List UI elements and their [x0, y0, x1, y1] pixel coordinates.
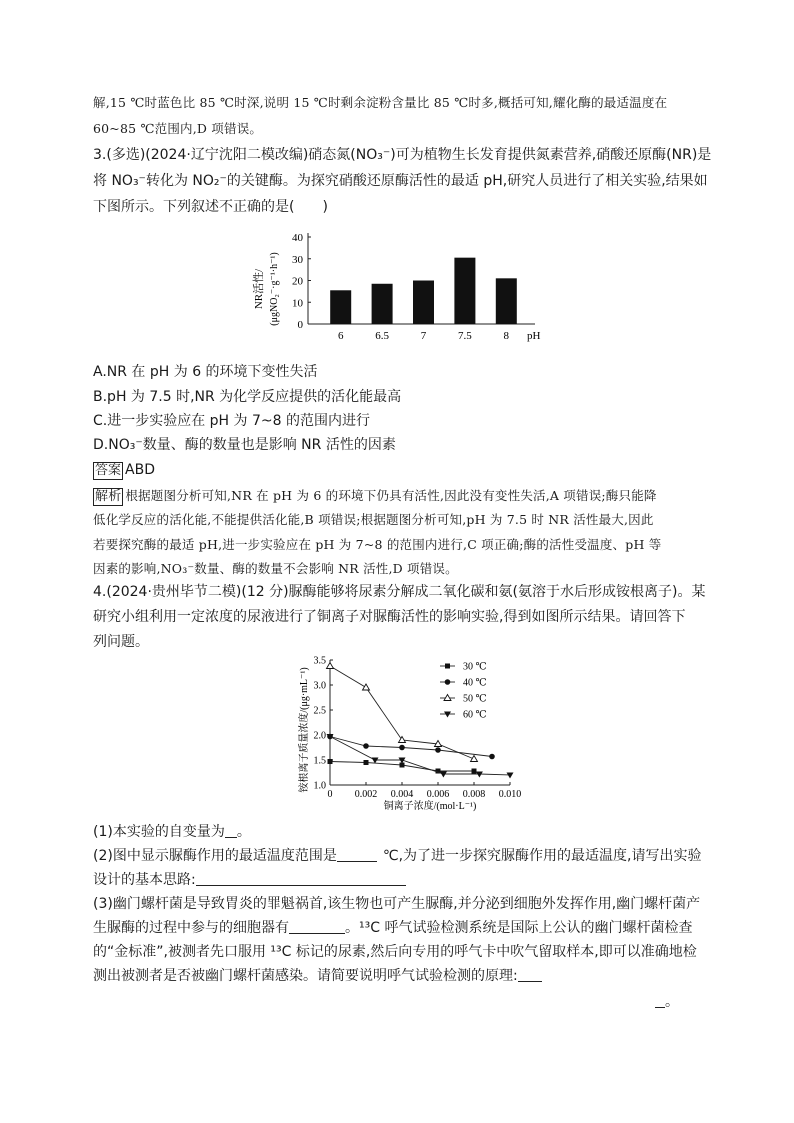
bar-chart-bars — [330, 258, 517, 324]
analysis-text-1: 根据题图分析可知,NR 在 pH 为 6 的环境下仍具有活性,因此没有变性失活,A 项错误;酶只能降 — [125, 488, 657, 503]
bar-y-label-line-1: NR活性/ — [253, 268, 265, 310]
q3-analysis-line-4: 因素的影响,NO₃⁻数量、酶的数量不会影响 NR 活性,D 项错误。 — [93, 561, 458, 576]
q4-stem-line-3: 列问题。 — [93, 634, 149, 650]
legend-label: 60 ℃ — [463, 709, 487, 721]
line-y-label: 铵根离子质量浓度/(μg·mL⁻¹) — [299, 667, 310, 793]
q3-stem-line-1: 3.(多选)(2024·辽宁沈阳二模改编)硝态氮(NO₃⁻)可为植物生长发育提供氮素营养,硝酸还原酶(NR)是 — [93, 147, 712, 163]
q3-analysis-line-3: 若要探究酶的最适 pH,进一步实验应在 pH 为 7~8 的范围内进行,C 项正确;酶的活性受温度、pH 等 — [93, 537, 662, 552]
series-40c-point — [363, 743, 369, 749]
q3-analysis-line-1 — [93, 486, 657, 506]
intro-line-2: 60~85 ℃范围内,D 项错误。 — [93, 121, 263, 136]
series-60c-point — [507, 773, 514, 779]
bar-chart — [250, 227, 550, 352]
legend-marker — [444, 712, 451, 718]
intro-line-1: 解,15 ℃时蓝色比 85 ℃时深,说明 15 ℃时剩余淀粉含量比 85 ℃时多,概括可知,耀化酶的最适温度在 — [93, 95, 668, 110]
q4-end-line — [655, 992, 679, 1012]
bar-y-tick-label: 0 — [297, 319, 303, 331]
line-x-tick-label: 0.004 — [390, 789, 414, 800]
series-50c-point — [399, 737, 406, 743]
q4-sub2-blank-design[interactable] — [196, 871, 406, 886]
q4-stem-line-1: 4.(2024·贵州毕节二模)(12 分)脲酶能够将尿素分解成二氧化碳和氨(氨溶于水后形成铵根离子)。某 — [93, 584, 706, 600]
q4-sub1-blank[interactable] — [225, 823, 237, 838]
q3-option-a: A.NR 在 pH 为 6 的环境下变性失活 — [93, 364, 318, 380]
legend-marker — [445, 664, 450, 669]
bar-y-tick-label: 20 — [292, 275, 303, 288]
series-40c-point — [399, 745, 405, 751]
line-chart — [285, 650, 545, 815]
q4-sub3-line-3: 的“金标准”,被测者先口服用 ¹³C 标记的尿素,然后向专用的呼气卡中吹气留取样本,即可以准确地检 — [93, 944, 697, 960]
series-30c-point — [472, 769, 477, 774]
q4-sub3-line-2 — [93, 918, 692, 938]
line-y-tick-label: 1.5 — [313, 755, 326, 767]
series-40c-point — [489, 754, 495, 760]
bar-7.5 — [454, 258, 475, 324]
legend-label: 50 ℃ — [463, 693, 487, 705]
q4-sub3-blank-organelles[interactable] — [289, 919, 345, 934]
q4-sub2-text-b: ℃,为了进一步探究脲酶作用的最适温度,请写出实验 — [382, 848, 702, 864]
q4-end-blank[interactable] — [655, 993, 665, 1008]
q3-option-b: B.pH 为 7.5 时,NR 为化学反应提供的活化能最高 — [93, 389, 402, 405]
line-x-tick-label: 0.002 — [354, 789, 378, 800]
bar-y-tick-label: 30 — [292, 253, 303, 266]
q4-sub1-end: 。 — [236, 824, 251, 840]
q3-option-c: C.进一步实验应在 pH 为 7~8 的范围内进行 — [93, 413, 370, 429]
legend-marker — [444, 695, 451, 701]
q4-sub2-blank-temp[interactable] — [337, 847, 377, 862]
q4-sub2-text-c: 设计的基本思路: — [93, 872, 196, 888]
bar-x-label: pH — [527, 330, 541, 342]
q4-sub1 — [93, 822, 251, 842]
bar-6.5 — [372, 284, 393, 324]
answer-tag: 答案 — [95, 463, 122, 478]
line-y-tick-label: 2.0 — [313, 730, 326, 742]
q4-sub3-blank-principle[interactable] — [518, 967, 542, 982]
series-40c-point — [435, 747, 441, 753]
line-x-label: 铜离子浓度/(mol·L⁻¹) — [383, 801, 477, 812]
bar-7 — [413, 281, 434, 325]
series-60c-point — [440, 772, 447, 778]
q4-sub2-text-a: (2)图中显示脲酶作用的最适温度范围是 — [93, 848, 337, 864]
line-y-tick-label: 3.5 — [313, 655, 326, 667]
legend-label: 40 ℃ — [463, 677, 487, 689]
series-50c-point — [363, 684, 370, 690]
line-y-tick-label: 3.0 — [313, 680, 326, 692]
q4-sub3-text-b1: 生脲酶的过程中参与的细胞器有 — [93, 920, 289, 936]
line-x-tick-label: 0.010 — [498, 789, 522, 800]
q3-answer-row — [93, 460, 155, 480]
series-40c-line — [330, 737, 492, 757]
bar-chart-x-ticks — [338, 330, 510, 342]
q4-sub3-text-b2: 。¹³C 呼气试验检测系统是国际上公认的幽门螺杆菌检查 — [345, 920, 693, 936]
analysis-tag: 解析 — [95, 489, 122, 504]
q4-sub2-line-1 — [93, 846, 701, 866]
q3-stem-line-2: 将 NO₃⁻转化为 NO₂⁻的关键酶。为探究硝酸还原酶活性的最适 pH,研究人员进行了相关实验,结果如 — [93, 173, 708, 189]
answer-value: ABD — [125, 462, 155, 478]
q4-sub2-line-2 — [93, 870, 406, 890]
legend-label: 30 ℃ — [463, 661, 487, 673]
q3-stem-line-3: 下图所示。下列叙述不正确的是( ) — [93, 199, 328, 215]
q4-end-mark: 。 — [665, 994, 679, 1010]
bar-x-tick-label: 6 — [337, 330, 344, 342]
q4-stem-line-2: 研究小组利用一定浓度的尿液进行了铜离子对脲酶活性的影响实验,得到如图所示结果。请回答下 — [93, 609, 686, 625]
bar-x-tick-label: 8 — [503, 330, 510, 342]
series-30c-point — [364, 760, 369, 765]
bar-x-tick-label: 7.5 — [458, 330, 472, 342]
line-chart-legend — [440, 662, 487, 721]
bar-y-tick-label: 40 — [292, 232, 303, 244]
q3-analysis-line-2: 低化学反应的活化能,不能提供活化能,B 项错误;根据题图分析可知,pH 为 7.5 时 NR 活性最大,因此 — [93, 512, 654, 527]
bar-x-tick-label: 6.5 — [375, 330, 389, 342]
series-50c-point — [327, 663, 334, 669]
bar-y-label-line-2: (μgNO₂⁻·g⁻¹·h⁻¹) — [269, 252, 280, 326]
series-30c-point — [328, 759, 333, 764]
bar-x-tick-label: 7 — [420, 330, 427, 342]
bar-y-tick-label: 10 — [292, 297, 303, 310]
q4-sub3-line-4 — [93, 966, 542, 986]
line-x-tick-label: 0.008 — [462, 789, 486, 800]
legend-marker — [445, 679, 451, 685]
bar-chart-y-label — [251, 252, 280, 325]
q3-option-d: D.NO₃⁻数量、酶的数量也是影响 NR 活性的因素 — [93, 437, 396, 453]
line-y-tick-label: 2.5 — [313, 705, 326, 717]
series-50c-point — [471, 756, 478, 762]
bar-6 — [330, 290, 351, 324]
q4-sub1-text: (1)本实验的自变量为 — [93, 824, 225, 840]
line-x-tick-label: 0.006 — [426, 789, 450, 800]
bar-8 — [496, 278, 517, 324]
q4-sub3-line-1: (3)幽门螺杆菌是导致胃炎的罪魁祸首,该生物也可产生脲酶,并分泌到细胞外发挥作用,幽门螺杆菌产 — [93, 896, 701, 912]
line-x-tick-label: 0 — [327, 789, 333, 800]
line-y-tick-label: 1.0 — [313, 780, 326, 792]
q4-sub3-text-d: 测出被测者是否被幽门螺杆菌感染。请简要说明呼气试验检测的原理: — [93, 968, 518, 984]
